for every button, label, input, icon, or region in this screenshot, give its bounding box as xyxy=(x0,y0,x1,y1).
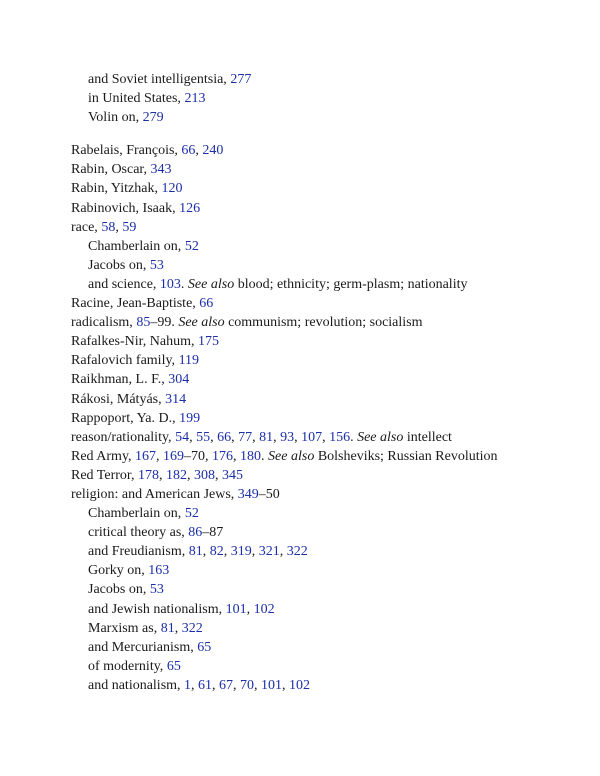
entry-text: –99. xyxy=(150,315,179,331)
page-reference-link[interactable]: 82 xyxy=(209,544,224,560)
entry-text: , xyxy=(279,544,287,560)
page-reference-link[interactable]: 169 xyxy=(163,448,185,464)
entry-text: Chamberlain on, xyxy=(88,506,185,522)
page-reference-link[interactable]: 279 xyxy=(142,110,164,126)
index-subentry xyxy=(71,542,581,561)
entry-text: and Jewish nationalism, xyxy=(88,601,226,617)
page-reference-link[interactable]: 66 xyxy=(181,143,196,159)
entry-text: Rákosi, Mátyás, xyxy=(71,391,166,407)
entry-text: in United States, xyxy=(88,91,185,107)
entry-text: and nationalism, xyxy=(88,677,185,693)
page-reference-link[interactable]: 314 xyxy=(165,391,187,407)
page-reference-link[interactable]: 321 xyxy=(258,544,280,560)
index-entry xyxy=(71,428,581,447)
index-entry xyxy=(71,409,581,428)
entry-text: Rabinovich, Isaak, xyxy=(71,200,180,216)
see-also-label: See also xyxy=(268,448,315,464)
page-reference-link[interactable]: 343 xyxy=(150,162,172,178)
index-subentry xyxy=(71,600,581,619)
index-entry xyxy=(71,485,581,504)
entry-text: critical theory as, xyxy=(88,525,189,541)
page-reference-link[interactable]: 55 xyxy=(196,429,211,445)
entry-text: Racine, Jean-Baptiste, xyxy=(71,296,200,312)
entry-text: of modernity, xyxy=(88,658,167,674)
page-reference-link[interactable]: 156 xyxy=(329,429,351,445)
entry-text: radicalism, xyxy=(71,315,137,331)
entry-text: , xyxy=(210,429,218,445)
page-reference-link[interactable]: 85 xyxy=(136,315,151,331)
page-reference-link[interactable]: 53 xyxy=(149,257,164,273)
page-reference-link[interactable]: 277 xyxy=(230,72,252,87)
page-reference-link[interactable]: 102 xyxy=(289,677,311,693)
entry-text: , xyxy=(246,601,254,617)
entry-text: . xyxy=(350,429,358,445)
page-reference-link[interactable]: 53 xyxy=(149,582,164,598)
entry-text: Rabin, Yitzhak, xyxy=(71,181,162,197)
page-reference-link[interactable]: 120 xyxy=(161,181,183,197)
page-reference-link[interactable]: 65 xyxy=(197,639,212,655)
entry-text: and Soviet intelligentsia, xyxy=(88,72,231,87)
entry-text: , xyxy=(202,544,210,560)
page-reference-link[interactable]: 304 xyxy=(168,372,190,388)
index-entry xyxy=(71,351,581,370)
index-subentry xyxy=(71,638,581,657)
entry-text: , xyxy=(223,544,231,560)
page-reference-link[interactable]: 66 xyxy=(217,429,232,445)
page-reference-link[interactable]: 81 xyxy=(259,429,274,445)
entry-text: Chamberlain on, xyxy=(88,238,185,254)
page-reference-link[interactable]: 54 xyxy=(175,429,190,445)
index-subentry xyxy=(71,657,581,676)
page-reference-link[interactable]: 93 xyxy=(280,429,295,445)
entry-text: –50 xyxy=(258,486,280,502)
page-reference-link[interactable]: 1 xyxy=(184,677,192,693)
page-reference-link[interactable]: 101 xyxy=(261,677,283,693)
see-also-label: See also xyxy=(187,276,235,292)
page-reference-link[interactable]: 119 xyxy=(178,353,200,369)
index-entry xyxy=(71,313,581,332)
entry-text: , xyxy=(115,219,123,235)
entry-text: Rafalovich family, xyxy=(71,353,179,369)
page-reference-link[interactable]: 66 xyxy=(199,296,214,312)
index-subentry xyxy=(71,256,581,275)
page-reference-link[interactable]: 345 xyxy=(222,467,244,483)
entry-text: , xyxy=(187,467,195,483)
entry-text: Bolsheviks; Russian Revolution xyxy=(314,448,498,464)
entry-text: , xyxy=(322,429,330,445)
entry-text: blood; ethnicity; germ-plasm; nationality xyxy=(234,276,468,292)
entry-text: Jacobs on, xyxy=(88,257,150,273)
entry-text: , xyxy=(294,429,302,445)
index-entry xyxy=(71,141,581,160)
entry-text: , xyxy=(252,429,260,445)
entry-text: , xyxy=(212,677,220,693)
page-reference-link[interactable]: 126 xyxy=(179,200,201,216)
index-subentry xyxy=(71,504,581,523)
index-entry xyxy=(71,218,581,237)
page-reference-link[interactable]: 52 xyxy=(184,506,199,522)
entry-text: , xyxy=(215,467,223,483)
entry-text: Jacobs on, xyxy=(88,582,150,598)
index-subentry xyxy=(71,619,581,638)
entry-text: Raikhman, L. F., xyxy=(71,372,169,388)
index-subentry xyxy=(71,89,581,108)
page-reference-link[interactable]: 77 xyxy=(238,429,253,445)
entry-text: . xyxy=(180,276,188,292)
entry-text: Rabelais, François, xyxy=(71,143,182,159)
index-list xyxy=(71,70,581,695)
index-entry xyxy=(71,370,581,389)
see-also-label: See also xyxy=(178,315,225,331)
page-reference-link[interactable]: 59 xyxy=(122,219,137,235)
page-reference-link[interactable]: 240 xyxy=(202,143,224,159)
page-reference-link[interactable]: 70 xyxy=(240,677,255,693)
entry-text: , xyxy=(233,448,241,464)
page-reference-link[interactable]: 163 xyxy=(148,563,170,579)
index-subentry xyxy=(71,108,581,127)
entry-text: , xyxy=(231,429,239,445)
entry-text: –70, xyxy=(184,448,213,464)
index-entry xyxy=(71,447,581,466)
entry-text: , xyxy=(251,544,259,560)
page-reference-link[interactable]: 176 xyxy=(212,448,234,464)
entry-text: religion: and American Jews, xyxy=(71,486,238,502)
entry-text: Red Army, xyxy=(71,448,136,464)
page-reference-link[interactable]: 182 xyxy=(166,467,188,483)
page-reference-link[interactable]: 86 xyxy=(188,525,203,541)
page-reference-link[interactable]: 61 xyxy=(198,677,213,693)
index-entry xyxy=(71,332,581,351)
index-entry xyxy=(71,466,581,485)
index-entry xyxy=(71,390,581,409)
page-reference-link[interactable]: 102 xyxy=(253,601,275,617)
entry-text: Rabin, Oscar, xyxy=(71,162,151,178)
entry-text: , xyxy=(159,467,167,483)
index-subentry xyxy=(71,70,581,89)
entry-text: and Freudianism, xyxy=(88,544,189,560)
page-reference-link[interactable]: 319 xyxy=(230,544,252,560)
index-entry xyxy=(71,160,581,179)
entry-text: communism; revolution; socialism xyxy=(224,315,423,331)
entry-text: –87 xyxy=(202,525,224,541)
page-reference-link[interactable]: 167 xyxy=(135,448,157,464)
page-reference-link[interactable]: 199 xyxy=(179,410,201,426)
entry-text: Marxism as, xyxy=(88,620,161,636)
entry-text: Rafalkes-Nir, Nahum, xyxy=(71,334,198,350)
page-reference-link[interactable]: 103 xyxy=(159,276,181,292)
entry-text: , xyxy=(195,143,203,159)
page-reference-link[interactable]: 322 xyxy=(181,620,203,636)
entry-text: , xyxy=(233,677,241,693)
page-reference-link[interactable]: 101 xyxy=(225,601,247,617)
index-subentry xyxy=(71,523,581,542)
page-reference-link[interactable]: 322 xyxy=(286,544,308,560)
entry-text: , xyxy=(156,448,164,464)
entry-text: Red Terror, xyxy=(71,467,139,483)
entry-text: Gorky on, xyxy=(88,563,149,579)
entry-text: , xyxy=(189,429,197,445)
entry-text: , xyxy=(273,429,281,445)
index-subentry xyxy=(71,561,581,580)
page-reference-link[interactable]: 107 xyxy=(301,429,323,445)
page-reference-link[interactable]: 308 xyxy=(194,467,216,483)
entry-text: and Mercurianism, xyxy=(88,639,198,655)
page-reference-link[interactable]: 81 xyxy=(188,544,203,560)
index-entry xyxy=(71,199,581,218)
page-reference-link[interactable]: 180 xyxy=(240,448,262,464)
index-entry xyxy=(71,294,581,313)
entry-text: Volin on, xyxy=(88,110,143,126)
entry-text: Rappoport, Ya. D., xyxy=(71,410,180,426)
see-also-label: See also xyxy=(357,429,404,445)
page-reference-link[interactable]: 81 xyxy=(160,620,175,636)
page-reference-link[interactable]: 65 xyxy=(166,658,181,674)
index-subentry xyxy=(71,237,581,256)
page-reference-link[interactable]: 213 xyxy=(184,91,206,107)
page-reference-link[interactable]: 349 xyxy=(237,486,259,502)
entry-text: and science, xyxy=(88,276,160,292)
entry-text: . xyxy=(261,448,269,464)
page-reference-link[interactable]: 67 xyxy=(219,677,234,693)
page-reference-link[interactable]: 175 xyxy=(197,334,219,350)
index-entry xyxy=(71,179,581,198)
entry-text: , xyxy=(191,677,199,693)
entry-text: , xyxy=(174,620,182,636)
page-reference-link[interactable]: 58 xyxy=(101,219,116,235)
index-subentry xyxy=(71,580,581,599)
index-subentry xyxy=(71,676,581,695)
entry-text: intellect xyxy=(403,429,452,445)
entry-text: race, xyxy=(71,219,102,235)
entry-text: reason/rationality, xyxy=(71,429,176,445)
entry-text: , xyxy=(282,677,290,693)
page-reference-link[interactable]: 178 xyxy=(138,467,160,483)
page-reference-link[interactable]: 52 xyxy=(184,238,199,254)
entry-text: , xyxy=(254,677,262,693)
index-subentry xyxy=(71,275,581,294)
